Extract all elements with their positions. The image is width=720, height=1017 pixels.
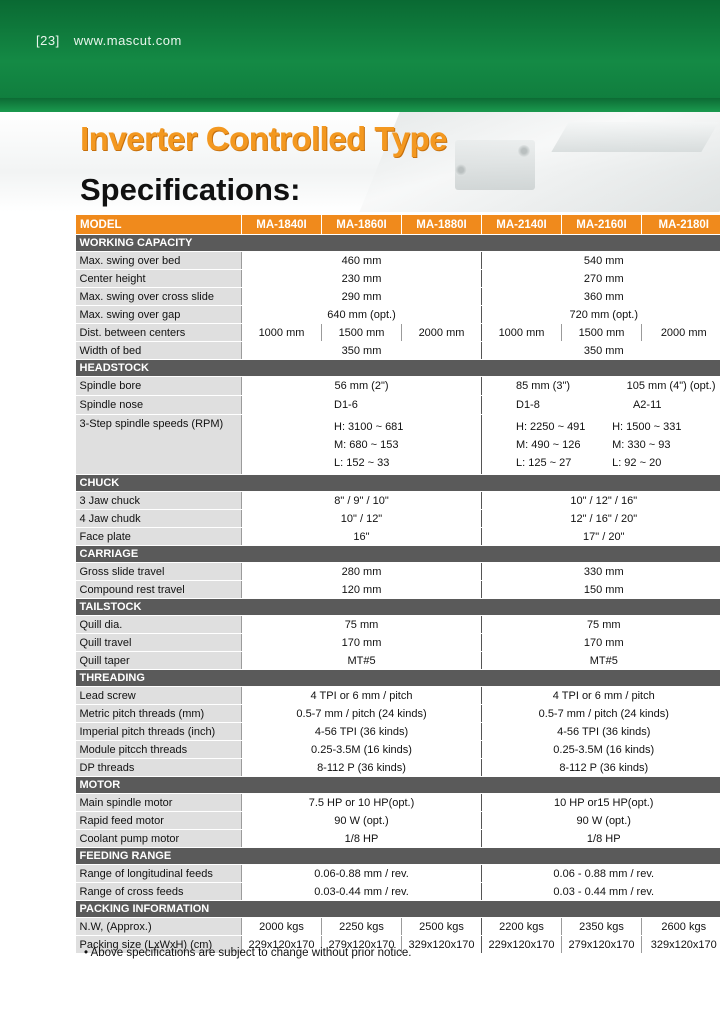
- section-row-motor: [76, 777, 720, 794]
- cell-value: 540 mm: [482, 252, 720, 270]
- table-row: [76, 830, 720, 848]
- section-title: CHUCK: [76, 475, 720, 492]
- row-label: Max. swing over gap: [76, 306, 242, 324]
- cell-value: 0.06-0.88 mm / rev.: [242, 865, 482, 883]
- row-label: Module pitcch threads: [76, 741, 242, 759]
- table-row: [76, 812, 720, 830]
- section-row-carriage: [76, 546, 720, 563]
- cell-value: 0.06 - 0.88 mm / rev.: [482, 865, 720, 883]
- cell-value: 230 mm: [242, 270, 482, 288]
- row-label: Dist. between centers: [76, 324, 242, 342]
- table-row: [76, 324, 720, 342]
- page-title: Inverter Controlled Type: [80, 120, 447, 157]
- row-label: Quill travel: [76, 634, 242, 652]
- section-title: PACKING INFORMATION: [76, 901, 720, 918]
- cell-value: 280 mm: [242, 563, 482, 581]
- table-row: [76, 510, 720, 528]
- table-row: [76, 377, 720, 396]
- cell-value: MT#5: [242, 652, 482, 670]
- bolt-graphic: [518, 145, 530, 157]
- cell-value: [482, 415, 720, 475]
- cell-value: 0.25-3.5M (16 kinds): [482, 741, 720, 759]
- speed-value: L: 92 ~ 20: [612, 457, 662, 469]
- cell-value: 170 mm: [242, 634, 482, 652]
- cell-value: 17" / 20": [482, 528, 720, 546]
- row-label: Range of cross feeds: [76, 883, 242, 901]
- cell-value: 0.5-7 mm / pitch (24 kinds): [242, 705, 482, 723]
- table-row: [76, 492, 720, 510]
- cell-value: 2600 kgs: [642, 918, 720, 936]
- cell-value: 0.5-7 mm / pitch (24 kinds): [482, 705, 720, 723]
- cell-value: 2250 kgs: [322, 918, 402, 936]
- table-row: [76, 759, 720, 777]
- cell-value: 360 mm: [482, 288, 720, 306]
- table-row: [76, 918, 720, 936]
- specifications-table: [75, 215, 720, 954]
- cell-value: 2000 mm: [642, 324, 720, 342]
- table-row: [76, 687, 720, 705]
- footnote: • Above specifications are subject to change without prior notice.: [84, 947, 412, 959]
- table-row: [76, 342, 720, 360]
- table-row: [76, 563, 720, 581]
- cell-value: 4-56 TPI (36 kinds): [242, 723, 482, 741]
- table-row: [76, 270, 720, 288]
- cell-value: 170 mm: [482, 634, 720, 652]
- table-row: [76, 741, 720, 759]
- model-name: MA-2140I: [482, 215, 562, 235]
- page-header: [0, 0, 720, 112]
- table-row: [76, 616, 720, 634]
- cell-value: 1000 mm: [482, 324, 562, 342]
- table-row: [76, 581, 720, 599]
- model-header-row: [76, 215, 720, 235]
- website-link[interactable]: www.mascut.com: [73, 33, 182, 48]
- cell-value: 0.03 - 0.44 mm / rev.: [482, 883, 720, 901]
- table-row: [76, 794, 720, 812]
- cell-value: 56 mm (2"): [242, 377, 482, 396]
- row-label: Imperial pitch threads (inch): [76, 723, 242, 741]
- row-label: Compound rest travel: [76, 581, 242, 599]
- section-title: THREADING: [76, 670, 720, 687]
- cell-value: 1500 mm: [322, 324, 402, 342]
- cell-value: 16": [242, 528, 482, 546]
- section-row-threading: [76, 670, 720, 687]
- table-row: [76, 528, 720, 546]
- row-label: Center height: [76, 270, 242, 288]
- row-label: Metric pitch threads (mm): [76, 705, 242, 723]
- page-info: [36, 33, 182, 48]
- page-number: [23]: [36, 33, 60, 48]
- cell-value: [482, 377, 720, 396]
- row-label: Rapid feed motor: [76, 812, 242, 830]
- cell-value: 10 HP or15 HP(opt.): [482, 794, 720, 812]
- header-band: [0, 98, 720, 112]
- row-label: 3 Jaw chuck: [76, 492, 242, 510]
- cell-value: 1/8 HP: [242, 830, 482, 848]
- cell-value: [242, 415, 482, 475]
- cell-value: 229x120x170: [482, 936, 562, 954]
- cell-value: [482, 396, 720, 415]
- cell-value: 350 mm: [242, 342, 482, 360]
- row-label: Spindle bore: [76, 377, 242, 396]
- model-name: MA-1860I: [322, 215, 402, 235]
- cell-value: 279x120x170: [562, 936, 642, 954]
- cell-value: 0.03-0.44 mm / rev.: [242, 883, 482, 901]
- cell-value: 2200 kgs: [482, 918, 562, 936]
- machine-rail-graphic: [551, 122, 718, 152]
- section-title: CARRIAGE: [76, 546, 720, 563]
- bolt-graphic: [455, 164, 467, 176]
- section-title: HEADSTOCK: [76, 360, 720, 377]
- cell-value: 1500 mm: [562, 324, 642, 342]
- row-label: Main spindle motor: [76, 794, 242, 812]
- cell-subvalue: 85 mm (3"): [516, 380, 571, 392]
- row-label: Lead screw: [76, 687, 242, 705]
- cell-value: 270 mm: [482, 270, 720, 288]
- cell-value: 75 mm: [482, 616, 720, 634]
- cell-value: 10" / 12" / 16": [482, 492, 720, 510]
- table-row: [76, 396, 720, 415]
- model-label: MODEL: [76, 215, 242, 235]
- cell-value: 330 mm: [482, 563, 720, 581]
- cell-value: 460 mm: [242, 252, 482, 270]
- section-title: FEEDING RANGE: [76, 848, 720, 865]
- row-label: Face plate: [76, 528, 242, 546]
- cell-value: 4 TPI or 6 mm / pitch: [242, 687, 482, 705]
- table-row: [76, 723, 720, 741]
- row-label: Quill dia.: [76, 616, 242, 634]
- row-label: DP threads: [76, 759, 242, 777]
- row-label: Max. swing over cross slide: [76, 288, 242, 306]
- table-row: [76, 415, 720, 475]
- row-label: Max. swing over bed: [76, 252, 242, 270]
- cell-value: 2000 mm: [402, 324, 482, 342]
- speed-value: L: 125 ~ 27: [516, 457, 572, 469]
- row-label: 3-Step spindle speeds (RPM): [76, 415, 242, 475]
- cell-value: 120 mm: [242, 581, 482, 599]
- cell-value: 1/8 HP: [482, 830, 720, 848]
- speed-value: M: 680 ~ 153: [334, 439, 399, 451]
- cell-value: 8-112 P (36 kinds): [242, 759, 482, 777]
- cell-subvalue: D1-6: [334, 399, 358, 411]
- cell-value: 4-56 TPI (36 kinds): [482, 723, 720, 741]
- cell-value: 75 mm: [242, 616, 482, 634]
- cell-value: 229x120x170: [242, 936, 322, 954]
- cell-value: 2000 kgs: [242, 918, 322, 936]
- model-name: MA-1840I: [242, 215, 322, 235]
- section-title: MOTOR: [76, 777, 720, 794]
- row-label: 4 Jaw chudk: [76, 510, 242, 528]
- cell-value: 8" / 9" / 10": [242, 492, 482, 510]
- model-name: MA-1880I: [402, 215, 482, 235]
- table-row: [76, 883, 720, 901]
- row-label: Quill taper: [76, 652, 242, 670]
- cell-subvalue: 105 mm (4") (opt.): [626, 380, 716, 392]
- section-title: TAILSTOCK: [76, 599, 720, 616]
- cell-value: 329x120x170: [402, 936, 482, 954]
- row-label: Packing size (LxWxH) (cm): [76, 936, 242, 954]
- cell-value: 8-112 P (36 kinds): [482, 759, 720, 777]
- speed-value: H: 3100 ~ 681: [334, 421, 404, 433]
- section-row-headstock: [76, 360, 720, 377]
- speed-value: M: 490 ~ 126: [516, 439, 581, 451]
- cell-value: 290 mm: [242, 288, 482, 306]
- cell-value: 1000 mm: [242, 324, 322, 342]
- table-row: [76, 288, 720, 306]
- section-row-feeding: [76, 848, 720, 865]
- table-row: [76, 252, 720, 270]
- section-title: WORKING CAPACITY: [76, 235, 720, 252]
- cell-value: 10" / 12": [242, 510, 482, 528]
- cell-value: 2350 kgs: [562, 918, 642, 936]
- cell-value: 2500 kgs: [402, 918, 482, 936]
- model-name: MA-2160I: [562, 215, 642, 235]
- model-name: MA-2180I: [642, 215, 720, 235]
- section-row-tailstock: [76, 599, 720, 616]
- speed-value: H: 1500 ~ 331: [612, 421, 682, 433]
- table-row: [76, 634, 720, 652]
- cell-subvalue: A2-11: [632, 399, 662, 411]
- cell-value: 90 W (opt.): [482, 812, 720, 830]
- cell-value: 12" / 16" / 20": [482, 510, 720, 528]
- cell-value: 150 mm: [482, 581, 720, 599]
- section-row-chuck: [76, 475, 720, 492]
- table-row: [76, 705, 720, 723]
- cell-subvalue: D1-8: [516, 399, 540, 411]
- table-row: [76, 306, 720, 324]
- cell-value: MT#5: [482, 652, 720, 670]
- cell-value: 4 TPI or 6 mm / pitch: [482, 687, 720, 705]
- cell-value: [242, 396, 482, 415]
- speed-value: M: 330 ~ 93: [612, 439, 671, 451]
- row-label: Width of bed: [76, 342, 242, 360]
- speed-value: L: 152 ~ 33: [334, 457, 390, 469]
- speed-value: H: 2250 ~ 491: [516, 421, 586, 433]
- row-label: Range of longitudinal feeds: [76, 865, 242, 883]
- cell-value: 279x120x170: [322, 936, 402, 954]
- cell-value: 350 mm: [482, 342, 720, 360]
- cell-value: 90 W (opt.): [242, 812, 482, 830]
- cell-value: 640 mm (opt.): [242, 306, 482, 324]
- row-label: N.W, (Approx.): [76, 918, 242, 936]
- cell-value: 0.25-3.5M (16 kinds): [242, 741, 482, 759]
- cell-value: 7.5 HP or 10 HP(opt.): [242, 794, 482, 812]
- section-heading: Specifications:: [80, 172, 301, 207]
- row-label: Spindle nose: [76, 396, 242, 415]
- row-label: Gross slide travel: [76, 563, 242, 581]
- table-row: [76, 865, 720, 883]
- row-label: Coolant pump motor: [76, 830, 242, 848]
- cell-value: 720 mm (opt.): [482, 306, 720, 324]
- section-row-working-capacity: [76, 235, 720, 252]
- table-row: [76, 652, 720, 670]
- section-row-packing: [76, 901, 720, 918]
- cell-value: 329x120x170: [642, 936, 720, 954]
